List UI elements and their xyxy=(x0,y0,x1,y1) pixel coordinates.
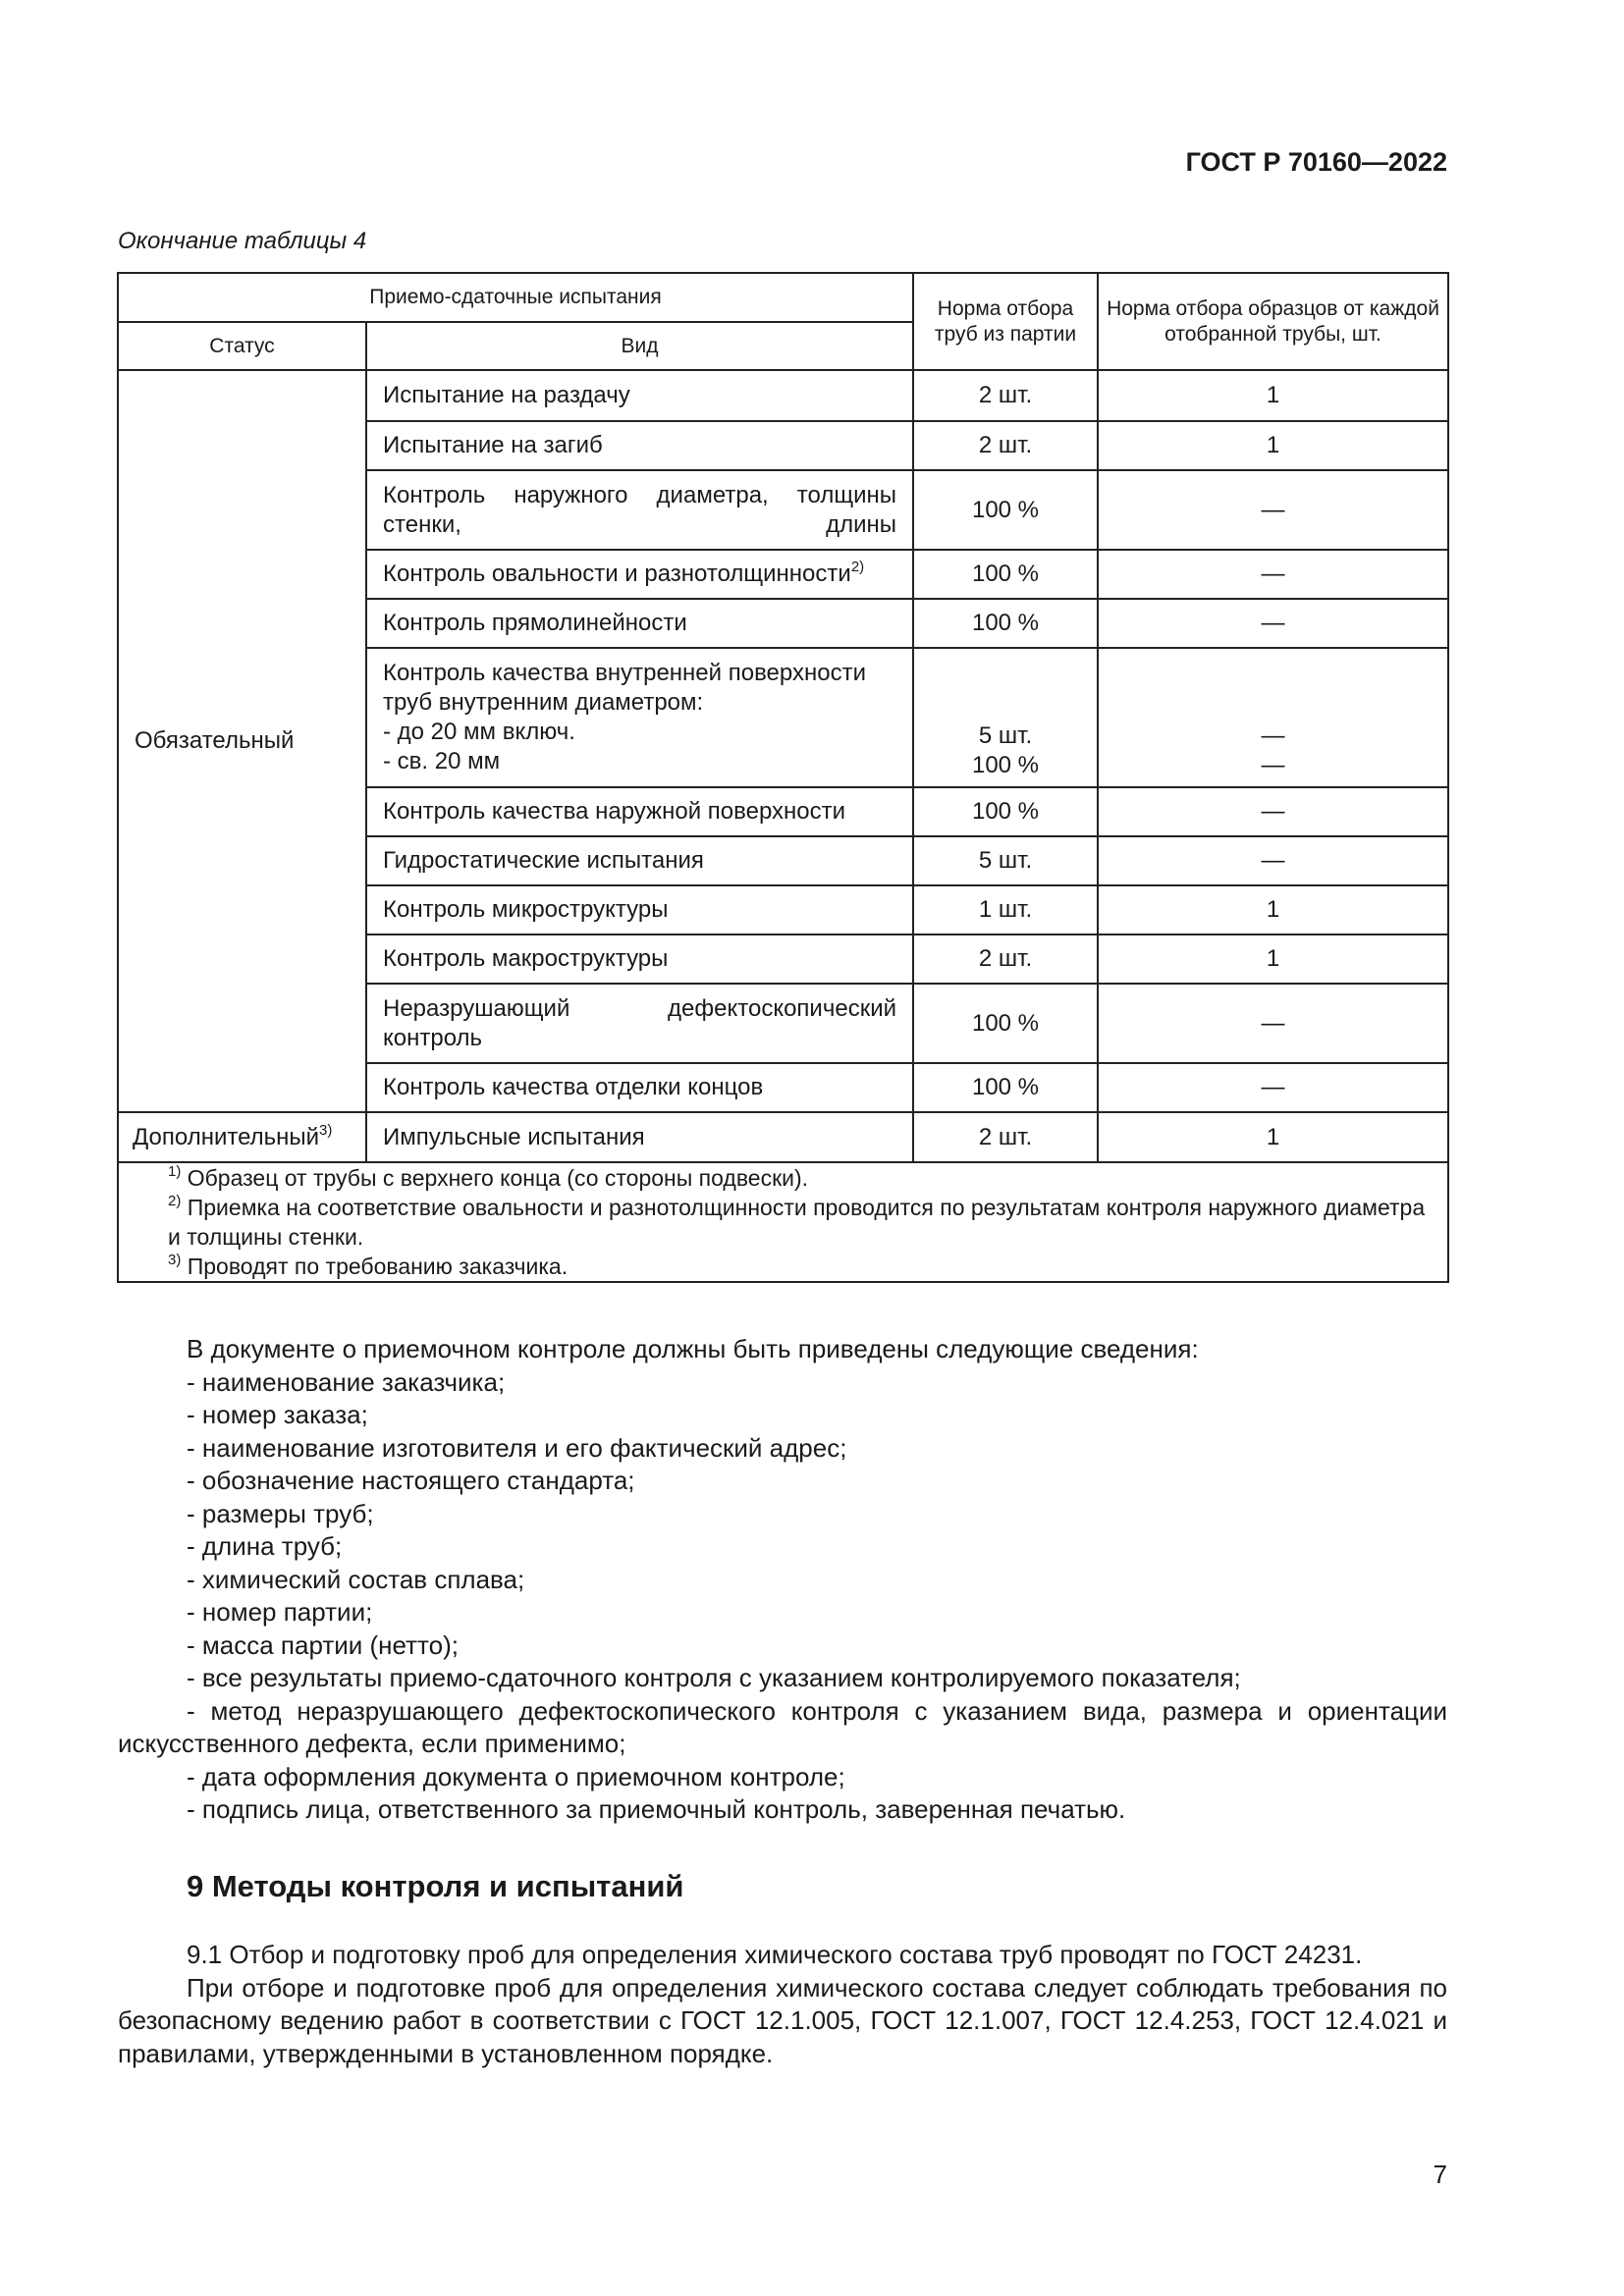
paragraph: При отборе и подготовке проб для определения химического состава следует соблюдать требования по безопасному ведению работ в соответствии с ГОСТ 12.1.005, ГОСТ 12.1.007, ГОСТ 12.4.253, ГОСТ 12.4.021 и правилами, утвержденными в установленном порядке. xyxy=(118,1972,1447,2068)
row-samples: — xyxy=(1098,470,1448,550)
row-pipes: 100 % xyxy=(913,1063,1098,1112)
table-footnotes xyxy=(118,1162,1448,1282)
row-pipes: 2 шт. xyxy=(913,421,1098,470)
list-item: - масса партии (нетто); xyxy=(187,1629,459,1660)
row-samples: — xyxy=(1098,787,1448,836)
row-pipes: 5 шт. xyxy=(913,836,1098,885)
acceptance-tests-table xyxy=(117,272,1449,1283)
footnote-ref: 2) xyxy=(850,559,865,575)
col-header-norm-samples: Норма отбора образцов от каждой отобранной трубы, шт. xyxy=(1098,273,1448,370)
page-number: 7 xyxy=(1433,2160,1447,2189)
row-kind-line: Контроль качества внутренней поверхности xyxy=(383,660,866,686)
list-item: - размеры труб; xyxy=(187,1498,374,1528)
list-item: - обозначение настоящего стандарта; xyxy=(187,1466,635,1495)
paragraph: В документе о приемочном контроле должны быть приведены следующие сведения: xyxy=(187,1334,1199,1363)
row-kind: Гидростатические испытания xyxy=(366,836,913,885)
list-item: - номер заказа; xyxy=(187,1400,368,1429)
list-item: - подпись лица, ответственного за приемочный контроль, заверенная печатью. xyxy=(187,1794,1126,1824)
row-pipes: 100 % xyxy=(913,470,1098,550)
row-kind xyxy=(366,648,913,787)
list-item: - дата оформления документа о приемочном контроле; xyxy=(187,1761,845,1791)
row-samples: — xyxy=(1098,550,1448,599)
row-kind: Неразрушающий дефектоскопический контроль xyxy=(366,984,913,1063)
row-samples: — xyxy=(1098,599,1448,648)
row-samples: — — xyxy=(1098,648,1448,787)
row-kind-sub: - до 20 мм включ. xyxy=(383,719,575,745)
list-item: - наименование изготовителя и его фактический адрес; xyxy=(187,1432,847,1463)
list-item: - номер партии; xyxy=(187,1597,373,1627)
row-pipes: 2 шт. xyxy=(913,1112,1098,1162)
row-kind: Контроль качества отделки концов xyxy=(366,1063,913,1112)
row-kind-line: труб внутренним диаметром: xyxy=(383,689,704,716)
list-item: - длина труб; xyxy=(187,1531,343,1561)
list-item: - наименование заказчика; xyxy=(187,1366,506,1397)
table-caption: Окончание таблицы 4 xyxy=(118,228,367,254)
footnote: $^{2)}$ Приемка на соответствие овальности и разнотолщинности проводится по результатам контроля наружного диаметра и толщины стенки. xyxy=(168,1193,1426,1250)
col-header-norm-pipes: Норма отбора труб из партии xyxy=(913,273,1098,370)
row-samples: — xyxy=(1098,1063,1448,1112)
row-samples: 1 xyxy=(1098,370,1448,421)
row-kind: Импульсные испытания xyxy=(366,1112,913,1162)
row-kind: Испытание на загиб xyxy=(366,421,913,470)
paragraph: 9.1 Отбор и подготовку проб для определения химического состава труб проводят по ГОСТ 24231. xyxy=(187,1940,1363,1969)
list-item: - метод неразрушающего дефектоскопического контроля с указанием вида, размера и ориентации искусственного дефекта, если применимо; xyxy=(118,1695,1447,1758)
col-header-status: Статус xyxy=(118,322,366,370)
list-item: - химический состав сплава; xyxy=(187,1564,525,1594)
row-kind: Контроль наружного диаметра, толщины стенки, длины xyxy=(366,470,913,550)
row-kind: Испытание на раздачу xyxy=(366,370,913,421)
row-pipes: 2 шт. xyxy=(913,370,1098,421)
row-pipes: 100 % xyxy=(913,550,1098,599)
row-pipes: 100 % xyxy=(913,984,1098,1063)
row-pipes: 1 шт. xyxy=(913,885,1098,934)
footnote: $^{1)}$ Образец от трубы с верхнего конца (со стороны подвески). xyxy=(168,1163,809,1191)
row-pipes: 2 шт. xyxy=(913,934,1098,984)
row-samples: — xyxy=(1098,984,1448,1063)
section-9-text xyxy=(118,1939,1447,2070)
col-header-kind: Вид xyxy=(366,322,913,370)
footnote: $^{3)}$ Проводят по требованию заказчика. xyxy=(168,1252,568,1279)
row-pipes: 100 % xyxy=(913,599,1098,648)
row-kind: Контроль прямолинейности xyxy=(366,599,913,648)
row-kind: Контроль овальности и разнотолщинности$^{2)}$ xyxy=(366,550,913,599)
row-kind: Контроль макроструктуры xyxy=(366,934,913,984)
row-pipes: 100 % xyxy=(913,787,1098,836)
row-kind-sub: - св. 20 мм xyxy=(383,748,501,774)
acceptance-document-info xyxy=(118,1333,1447,1827)
row-samples: 1 xyxy=(1098,421,1448,470)
status-mandatory: Обязательный xyxy=(118,370,366,1112)
footnote-ref: 3) xyxy=(319,1121,333,1139)
document-id: ГОСТ Р 70160—2022 xyxy=(1185,147,1447,177)
row-kind: Контроль качества наружной поверхности xyxy=(366,787,913,836)
row-samples: 1 xyxy=(1098,885,1448,934)
row-pipes: 5 шт. 100 % xyxy=(913,648,1098,787)
section-title: 9 Методы контроля и испытаний xyxy=(187,1869,684,1903)
list-item: - все результаты приемо-сдаточного контроля с указанием контролируемого показателя; xyxy=(187,1663,1241,1692)
status-additional: Дополнительный$^{3)}$ xyxy=(118,1112,366,1162)
row-kind: Контроль микроструктуры xyxy=(366,885,913,934)
row-samples: 1 xyxy=(1098,934,1448,984)
group-header: Приемо-сдаточные испытания xyxy=(118,273,913,322)
row-samples: — xyxy=(1098,836,1448,885)
row-samples: 1 xyxy=(1098,1112,1448,1162)
